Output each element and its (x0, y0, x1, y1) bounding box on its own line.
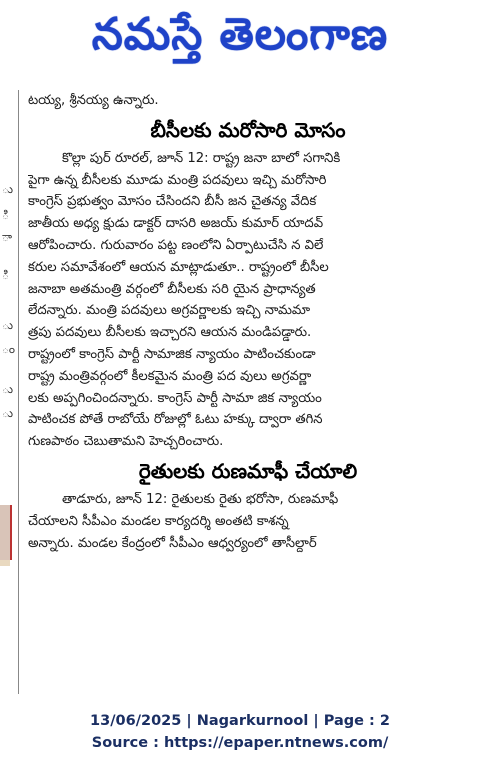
story1-line: జనాబా అతమంత్రి వర్గంలో బీసీలకు సరి యైన ప్రాధాన్యత (28, 281, 316, 297)
fragment-char: ి (2, 268, 9, 282)
masthead (0, 0, 480, 80)
source-footer (0, 710, 480, 754)
story1-line: గుణపాఠం చెబుతామని హెచ్చరించారు. (28, 434, 224, 450)
column-divider (18, 90, 19, 694)
story1-line: రాష్ట్ర మంత్రివర్గంలో కీలకమైన మంత్రి పద వులు అగ్రవర్ణా (28, 368, 312, 384)
fragment-char: ి (2, 208, 9, 222)
story1-line: పైగా ఉన్న బీసీలకు మూడు మంత్రి పదవులు ఇచ్చి మరోసారి (28, 172, 327, 188)
fragment-char: ం (2, 342, 16, 356)
story2-line: అన్నారు. మండల కేంద్రంలో సీపీఎం ఆధ్వర్యంలో తాసీల్దార్ (28, 535, 317, 551)
story1-line: లకు అప్పగించిందన్నారు. కాంగ్రెస్ పార్టీ సామా జిక న్యాయం (28, 390, 322, 406)
story1-headline: బీసీలకు మరోసారి మోసం (150, 117, 346, 142)
story1-line: కరుల సమావేశంలో ఆయన మాట్లాడుతూ.. రాష్ట్రంలో బీసీల (28, 259, 329, 275)
article-column (28, 90, 468, 554)
adjacent-photo-caption (0, 560, 10, 566)
story1-line: త్రపు పదవులు బీసీలకు ఇచ్చారని ఆయన మండిపడ్డారు. (28, 325, 312, 341)
adjacent-photo-edge (0, 505, 12, 560)
story1-line: లేదన్నారు. మంత్రి పదవులు అగ్రవర్ణాలకు ఇచ్చి నామమా (28, 303, 311, 319)
edition-info: 13/06/2025 | Nagarkurnool | Page : 2 (90, 713, 390, 729)
fragment-char: ు (2, 318, 14, 332)
fragment-char: ు (2, 406, 14, 420)
fragment-char: ు (2, 382, 14, 396)
story2-body (28, 489, 468, 554)
adjacent-column-fragments (0, 90, 18, 694)
fragment-char: ు (2, 182, 14, 196)
newspaper-page (0, 90, 480, 694)
story1-line: కొల్లా పుర్ రూరల్, జూన్ 12: రాష్ట్ర జనా బాలో సగానికి (62, 150, 341, 166)
fragment-char: ా (2, 230, 13, 244)
source-url[interactable]: Source : https://epaper.ntnews.com/ (91, 735, 389, 751)
story2-line: చేయాలని సీపీఎం మండల కార్యదర్శి అంతటి కాశన్న (28, 513, 289, 529)
story1-line: కాంగ్రెస్ ప్రభుత్వం మోసం చేసిందని బీసీ జన చైతన్య వేదిక (28, 194, 317, 210)
story1-body (28, 148, 468, 453)
story1-line: పాటించక పోతే రాబోయే రోజుల్లో ఓటు హక్కు ద్వారా తగిన (28, 412, 323, 428)
story2-headline: రైతులకు రుణమాఫీ చేయాలి (138, 458, 358, 483)
story1-line: ఆరోపించారు. గురువారం పట్ట ణంలోని ఏర్పాటుచేసి న విలే (28, 237, 324, 253)
newspaper-title: నమస్తే తెలంగాణ (91, 9, 389, 60)
story1-line: జాతీయ అధ్య క్షుడు డాక్టర్ దాసరి అజయ్ కుమార్ యాదవ్ (28, 216, 324, 232)
intro-line: టయ్య, శ్రీనయ్య ఉన్నారు. (28, 93, 159, 108)
story1-line: రాష్ట్రంలో కాంగ్రెస్ పార్టీ సామాజిక న్యాయం పాటించకుండా (28, 346, 316, 362)
story2-line: తాడూరు, జూన్ 12: రైతులకు రైతు భరోసా, రుణమాఫీ (62, 491, 339, 507)
